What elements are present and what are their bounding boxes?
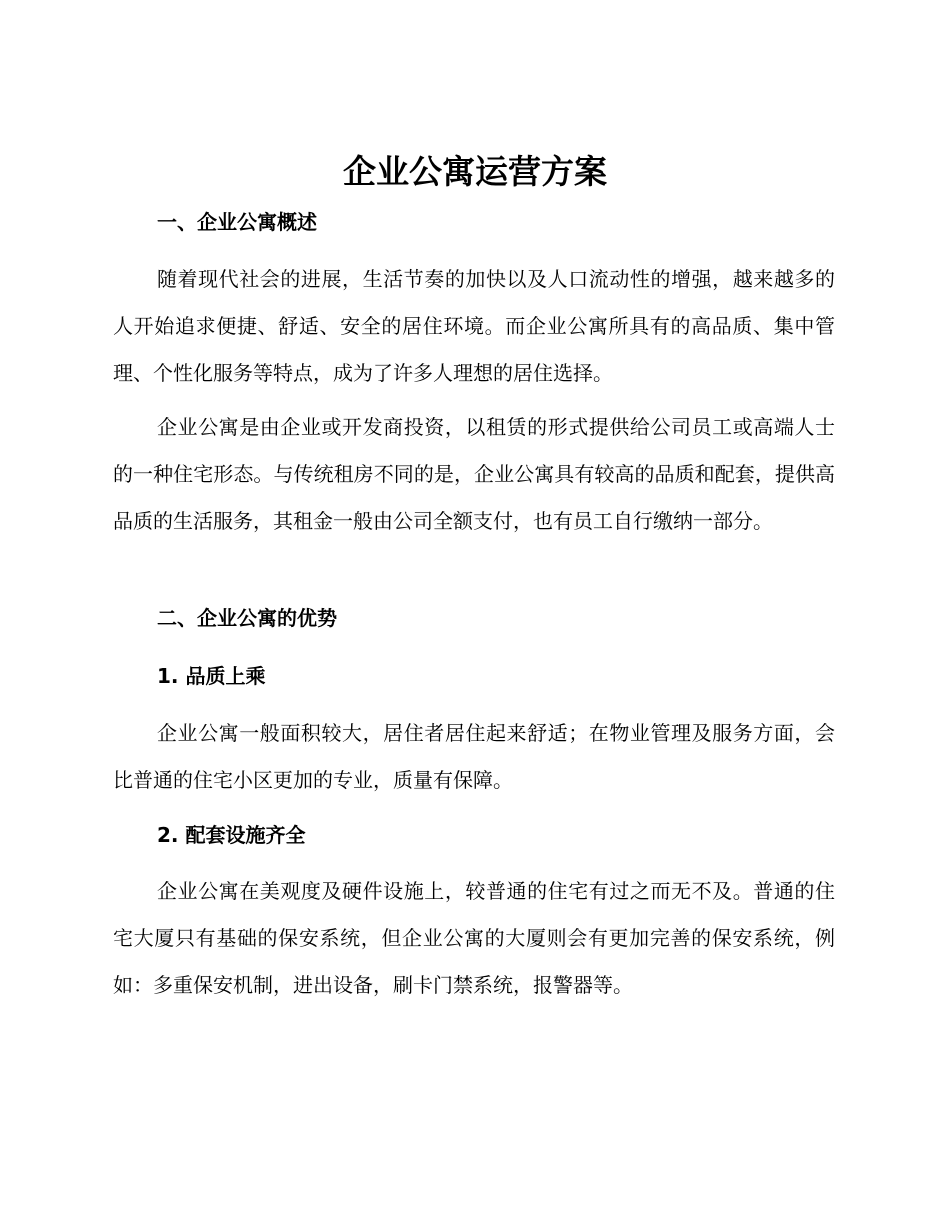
section-heading-overview: 一、企业公寓概述 — [157, 210, 317, 234]
document-title: 企业公寓运营方案 — [343, 152, 607, 191]
overview-paragraph-2: 企业公寓是由企业或开发商投资，以租赁的形式提供给公司员工或高端人士的一种住宅形态。与传统租房不同的是，企业公寓具有较高的品质和配套，提供高品质的生活服务，其租金一般由公司全额支付，也有员工自行缴纳一部分。 — [113, 415, 835, 533]
subsection-heading-quality: 1. 品质上乘 — [157, 664, 266, 688]
subsection-heading-facilities: 2. 配套设施齐全 — [157, 823, 306, 847]
quality-paragraph: 企业公寓一般面积较大，居住者居住起来舒适；在物业管理及服务方面，会比普通的住宅小区更加的专业，质量有保障。 — [113, 721, 835, 792]
facilities-paragraph: 企业公寓在美观度及硬件设施上，较普通的住宅有过之而无不及。普通的住宅大厦只有基础的保安系统，但企业公寓的大厦则会有更加完善的保安系统，例如：多重保安机制，进出设备，刷卡门禁系统，报警器等。 — [113, 879, 835, 997]
overview-paragraph-1: 随着现代社会的进展，生活节奏的加快以及人口流动性的增强，越来越多的人开始追求便捷、舒适、安全的居住环境。而企业公寓所具有的高品质、集中管理、个性化服务等特点，成为了许多人理想的居住选择。 — [113, 267, 835, 385]
section-heading-advantages: 二、企业公寓的优势 — [157, 606, 337, 630]
